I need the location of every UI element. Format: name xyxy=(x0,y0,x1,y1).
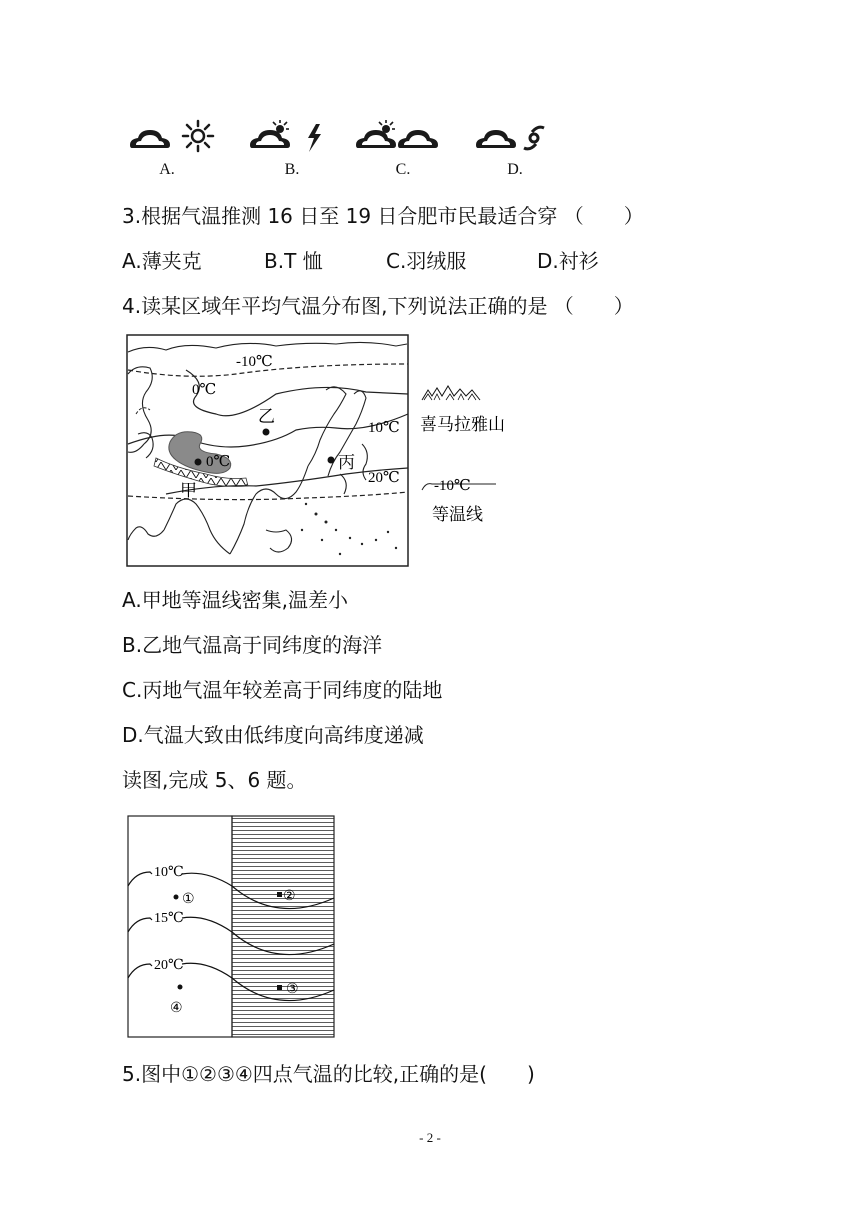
map-isotherm-label-0: 0℃ xyxy=(192,382,217,398)
figure-point-4-marker xyxy=(178,985,183,990)
weather-option-label-a: A. xyxy=(159,161,175,178)
option-c-cloud-with-sun-icon xyxy=(356,120,396,148)
figure-point-3-marker xyxy=(277,985,282,990)
figure-point-2-label: ② xyxy=(283,889,296,904)
map-isotherm-label-minus10: -10℃ xyxy=(236,354,273,370)
question-4-option-b: B.乙地气温高于同纬度的海洋 xyxy=(122,633,383,657)
option-d-cloud-icon xyxy=(476,130,516,148)
map-isotherm-label-10: 10℃ xyxy=(368,420,400,436)
legend-himalaya-label: 喜马拉雅山 xyxy=(420,415,505,434)
weather-option-label-c: C. xyxy=(395,161,411,178)
map-legend xyxy=(420,386,505,524)
option-a-cloud-icon xyxy=(130,130,170,148)
map-place-bing: 丙 xyxy=(338,453,355,472)
option-a-sun-icon xyxy=(183,121,213,151)
figure-sea-area xyxy=(232,816,334,1037)
figure-point-2-marker xyxy=(277,892,282,897)
map-point-bing xyxy=(328,457,335,464)
option-b-lightning-icon xyxy=(308,124,321,152)
legend-isotherm-sample: -10℃ xyxy=(434,478,471,494)
option-d-typhoon-icon xyxy=(524,127,544,149)
figure-point-1-label: ① xyxy=(182,892,195,907)
map-place-jia: 甲 xyxy=(180,481,197,500)
question-3-option-b: B.T 恤 xyxy=(264,249,323,273)
question-4-option-d: D.气温大致由低纬度向高纬度递减 xyxy=(122,723,424,747)
map-place-yi: 乙 xyxy=(258,407,275,426)
mountain-legend-icon xyxy=(422,386,480,400)
question-4-option-a: A.甲地等温线密集,温差小 xyxy=(122,588,349,612)
question-5-stem: 5.图中①②③④四点气温的比较,正确的是( ) xyxy=(122,1062,535,1086)
figure-isotherm-label-20: 20℃ xyxy=(154,958,184,973)
questions-5-6-intro: 读图,完成 5、6 题。 xyxy=(122,768,307,792)
question-4-stem: 4.读某区域年平均气温分布图,下列说法正确的是 （ ） xyxy=(122,294,634,318)
map-isotherm-label-plateau-0: 0℃ xyxy=(206,454,231,470)
question-3-option-a: A.薄夹克 xyxy=(122,249,202,273)
figure-point-4-label: ④ xyxy=(170,1001,183,1016)
weather-option-label-d: D. xyxy=(507,161,523,178)
figure-isotherm-label-10: 10℃ xyxy=(154,865,184,880)
figure-point-3-label: ③ xyxy=(286,982,299,997)
isotherm-map-figure xyxy=(126,334,516,570)
map-point-plateau xyxy=(195,459,202,466)
map-isotherm-label-20: 20℃ xyxy=(368,470,400,486)
figure-point-1-marker xyxy=(174,895,179,900)
question-3-option-d: D.衬衫 xyxy=(537,249,599,273)
weather-option-label-b: B. xyxy=(284,161,300,178)
weather-icons-row xyxy=(120,112,560,164)
question-3-option-c: C.羽绒服 xyxy=(386,249,467,273)
option-c-cloud-icon xyxy=(398,130,438,148)
map-point-yi xyxy=(263,429,270,436)
option-b-cloud-with-sun-icon xyxy=(250,120,290,148)
question-4-option-c: C.丙地气温年较差高于同纬度的陆地 xyxy=(122,678,443,702)
figure-isotherm-label-15: 15℃ xyxy=(154,911,184,926)
land-sea-isotherm-figure xyxy=(126,814,338,1040)
question-3-stem: 3.根据气温推测 16 日至 19 日合肥市民最适合穿 （ ） xyxy=(122,204,644,228)
legend-isotherm-label: 等温线 xyxy=(432,505,483,524)
page-number: - 2 - xyxy=(419,1130,441,1145)
